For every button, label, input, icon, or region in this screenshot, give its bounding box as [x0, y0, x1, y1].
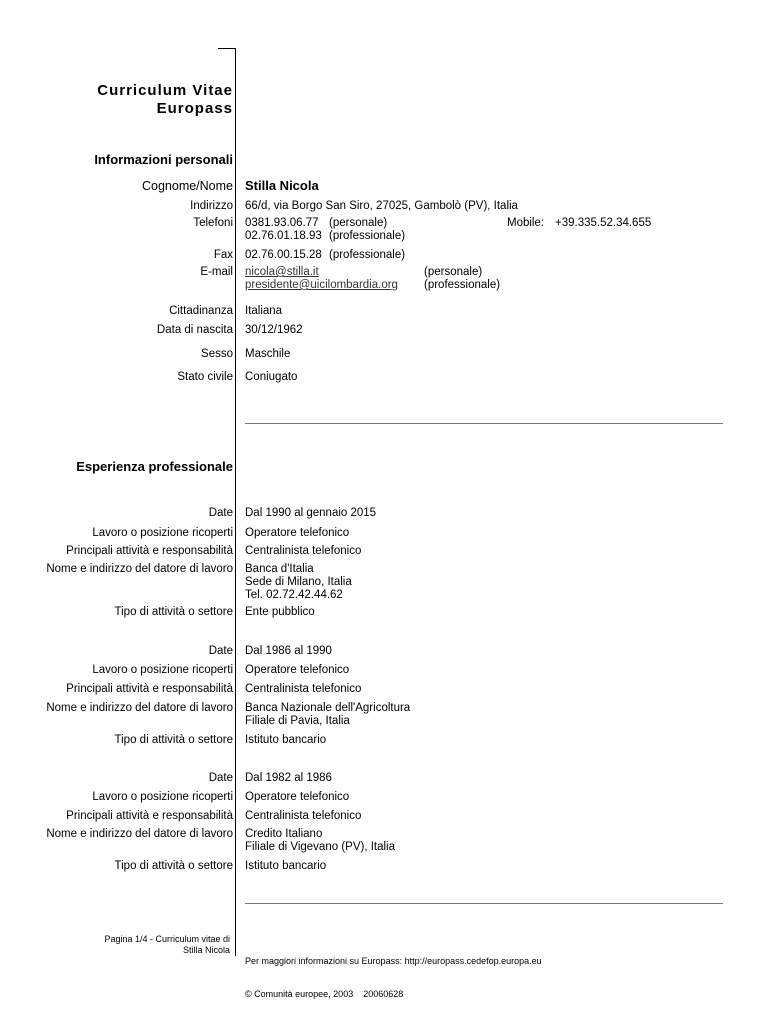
email2-link[interactable]: presidente@uicilombardia.org	[245, 279, 398, 291]
fax-type: (professionale)	[329, 249, 406, 261]
email1-link[interactable]: nicola@stilla.it	[245, 266, 319, 278]
job-date: Dal 1986 al 1990	[245, 645, 332, 657]
position-label: Lavoro o posizione ricoperti	[92, 664, 233, 676]
job-sector: Istituto bancario	[245, 860, 327, 872]
citizenship-value: Italiana	[245, 305, 283, 317]
citizenship-label: Cittadinanza	[169, 305, 233, 317]
cv-title	[97, 82, 233, 118]
email1-type: (personale)	[424, 266, 483, 278]
section-title-experience: Esperienza professionale	[76, 459, 233, 474]
bottom-divider	[245, 903, 723, 904]
date-label: Date	[208, 772, 233, 784]
job-sector: Istituto bancario	[245, 734, 327, 746]
footer-divider-line	[235, 932, 236, 956]
phone1-value: 0381.93.06.77	[245, 217, 319, 229]
fax-value: 02.76.00.15.28	[245, 249, 322, 261]
position-label: Lavoro o posizione ricoperti	[92, 527, 233, 539]
job-activities: Centralinista telefonico	[245, 545, 362, 557]
main-divider-line	[235, 48, 236, 943]
position-label: Lavoro o posizione ricoperti	[92, 791, 233, 803]
footer-page-info	[104, 934, 230, 956]
job-employer-line1: Credito Italiano	[245, 828, 323, 840]
job-employer-line2: Sede di Milano, Italia	[245, 576, 352, 588]
section-divider	[245, 423, 723, 424]
sex-value: Maschile	[245, 348, 291, 360]
cv-title-line1: Curriculum Vitae	[97, 82, 233, 99]
fax-label: Fax	[213, 249, 233, 261]
name-label: Cognome/Nome	[141, 179, 233, 193]
sector-label: Tipo di attività o settore	[114, 606, 233, 618]
mobile-value: +39.335.52.34.655	[555, 217, 652, 229]
email2-type: (professionale)	[424, 279, 501, 291]
job-position: Operatore telefonico	[245, 791, 350, 803]
address-value: 66/d, via Borgo San Siro, 27025, Gambolò (PV), Italia	[245, 200, 518, 212]
employer-label: Nome e indirizzo del datore di lavoro	[46, 702, 233, 714]
job-employer-line2: Filiale di Vigevano (PV), Italia	[245, 841, 395, 853]
job-employer-line3: Tel. 02.72.42.44.62	[245, 589, 343, 601]
email-label: E-mail	[200, 266, 233, 278]
phone-label: Telefoni	[193, 217, 233, 229]
job-employer-line2: Filiale di Pavia, Italia	[245, 715, 350, 727]
phone1-type: (personale)	[329, 217, 388, 229]
corner-mark-horizontal	[218, 48, 236, 49]
activities-label: Principali attività e responsabilità	[66, 683, 233, 695]
section-title-personal: Informazioni personali	[94, 152, 233, 167]
civil-value: Coniugato	[245, 371, 298, 383]
date-label: Date	[208, 645, 233, 657]
sex-label: Sesso	[201, 348, 233, 360]
activities-label: Principali attività e responsabilità	[66, 545, 233, 557]
footer-copyright-line: © Comunità europee, 2003 20060628	[245, 989, 404, 999]
job-date: Dal 1982 al 1986	[245, 772, 332, 784]
job-date: Dal 1990 al gennaio 2015	[245, 507, 377, 519]
employer-label: Nome e indirizzo del datore di lavoro	[46, 828, 233, 840]
job-position: Operatore telefonico	[245, 527, 350, 539]
date-label: Date	[208, 507, 233, 519]
footer-europass-line1: Per maggiori informazioni su Europass: http://europass.cedefop.europa.eu	[245, 956, 542, 966]
job-sector: Ente pubblico	[245, 606, 315, 618]
address-label: Indirizzo	[190, 200, 233, 212]
activities-label: Principali attività e responsabilità	[66, 810, 233, 822]
cv-title-line2: Europass	[156, 100, 233, 117]
job-activities: Centralinista telefonico	[245, 683, 362, 695]
phone2-value: 02.76.01.18.93	[245, 230, 322, 242]
job-employer-line1: Banca Nazionale dell'Agricoltura	[245, 702, 411, 714]
birth-label: Data di nascita	[156, 324, 233, 336]
birth-value: 30/12/1962	[245, 324, 303, 336]
sector-label: Tipo di attività o settore	[114, 734, 233, 746]
footer-page-line2: Stilla Nicola	[182, 945, 230, 955]
job-activities: Centralinista telefonico	[245, 810, 362, 822]
civil-label: Stato civile	[177, 371, 233, 383]
job-position: Operatore telefonico	[245, 664, 350, 676]
footer-europass-info	[245, 934, 542, 1011]
footer-page-line1: Pagina 1/4 - Curriculum vitae di	[104, 934, 230, 944]
phone2-type: (professionale)	[329, 230, 406, 242]
employer-label: Nome e indirizzo del datore di lavoro	[46, 563, 233, 575]
mobile-label: Mobile:	[507, 217, 545, 229]
job-employer-line1: Banca d'Italia	[245, 563, 314, 575]
sector-label: Tipo di attività o settore	[114, 860, 233, 872]
full-name: Stilla Nicola	[245, 178, 319, 193]
